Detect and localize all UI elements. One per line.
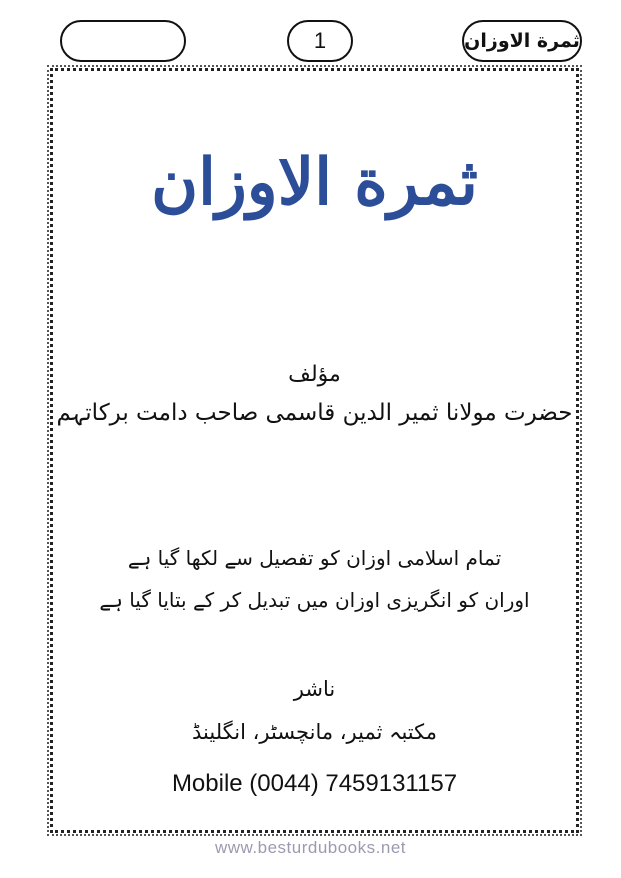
page-number: 1 xyxy=(313,28,327,53)
header-blank-box xyxy=(60,20,186,62)
page-number-box xyxy=(287,20,353,62)
mobile-number: Mobile (0044) 7459131157 xyxy=(171,770,458,797)
running-title: ثمرة الاوزان xyxy=(464,30,580,52)
website-watermark: www.besturdubooks.net xyxy=(215,838,406,857)
book-title: ثمرة الاوزان xyxy=(151,145,478,220)
author-name: حضرت مولانا ثمیر الدین قاسمی صاحب دامت برکاتہم xyxy=(56,400,573,426)
description-line-1: تمام اسلامی اوزان کو تفصیل سے لکھا گیا ہے xyxy=(127,546,502,570)
description-line-2: اوران کو انگریزی اوزان میں تبدیل کر کے بتایا گیا ہے xyxy=(99,588,530,612)
publisher-label: ناشر xyxy=(293,677,336,701)
publisher-name: مکتبہ ثمیر، مانچسٹر، انگلینڈ xyxy=(192,720,437,744)
author-label: مؤلف xyxy=(288,362,341,387)
running-title-box xyxy=(462,20,582,62)
